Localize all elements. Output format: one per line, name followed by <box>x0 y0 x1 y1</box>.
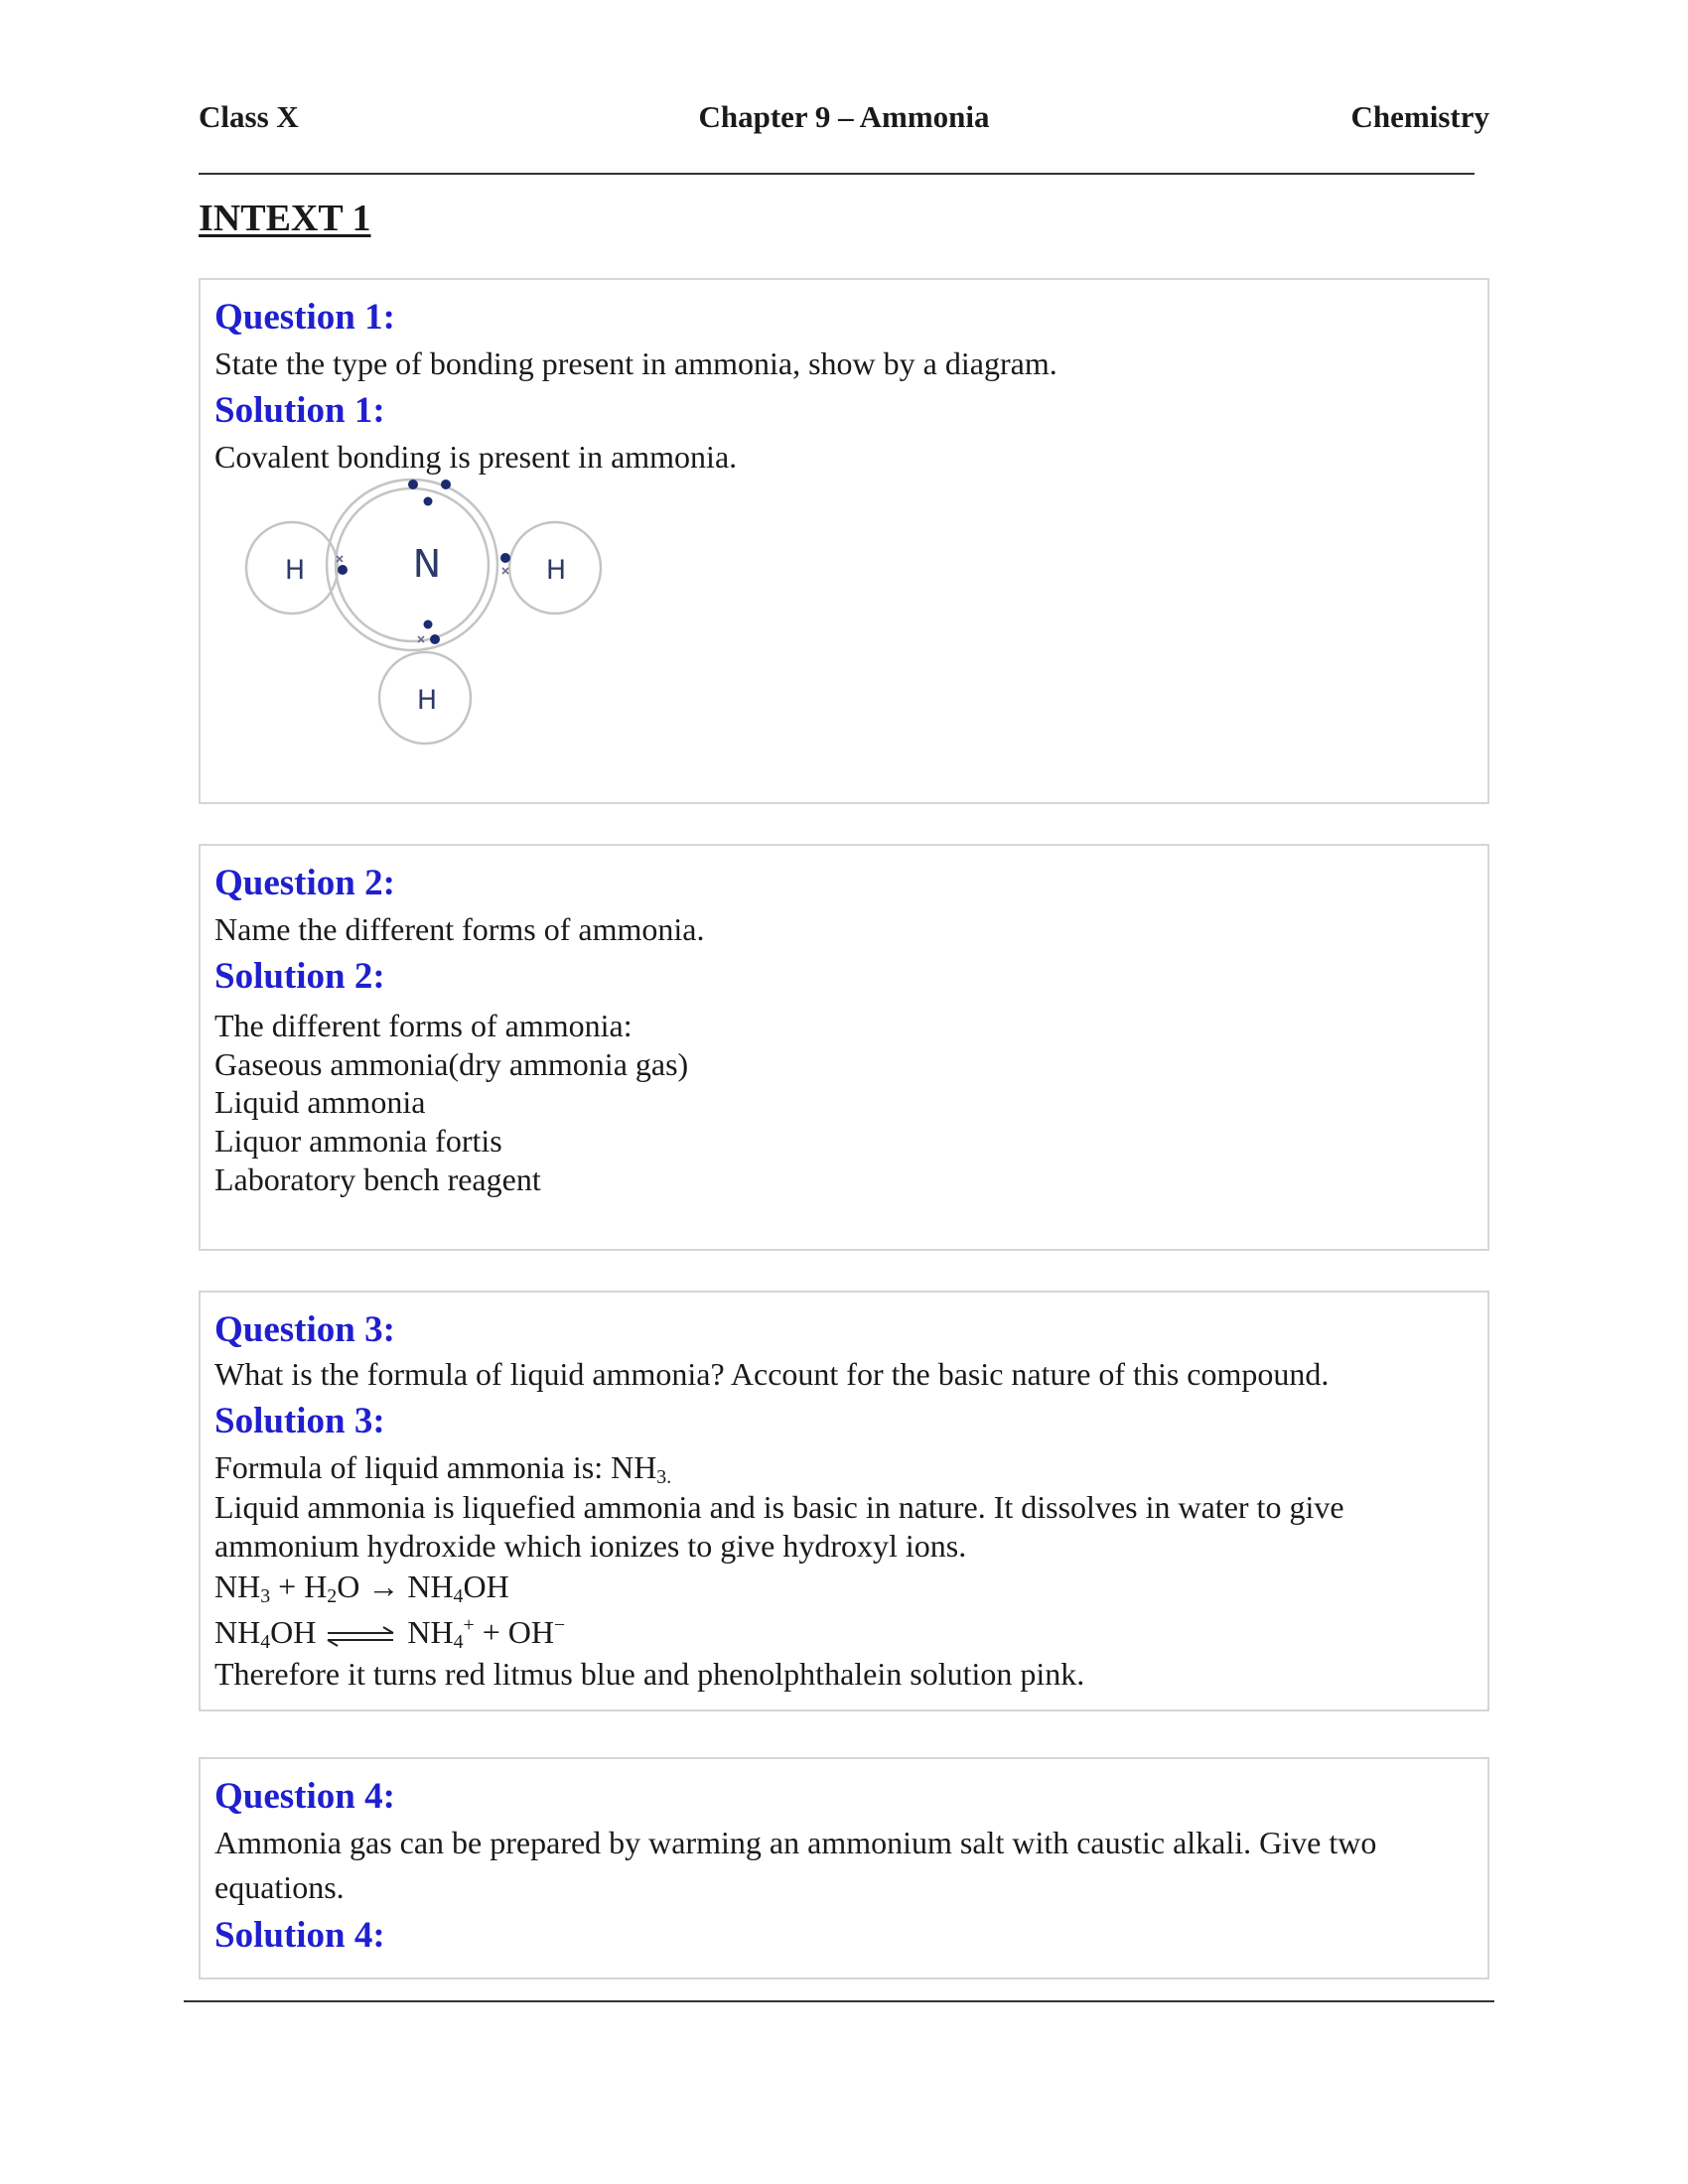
footer-rule <box>184 2000 1494 2002</box>
solution-line: Liquid ammonia <box>214 1084 426 1120</box>
lone-pair-electron <box>441 479 451 489</box>
question-text-line-2: equations. <box>214 1869 345 1905</box>
lone-pair-electron <box>408 479 418 489</box>
question-label: Question 4: <box>214 1776 395 1817</box>
question-box-2 <box>199 844 1489 1251</box>
question-box-1 <box>199 278 1489 804</box>
solution-label: Solution 1: <box>214 390 385 431</box>
equilibrium-arrow-icon <box>322 1625 401 1647</box>
solution-label: Solution 4: <box>214 1915 385 1956</box>
equation-2: $NH_4OH$ $NH_4^+ + OH^-$ <box>214 1614 566 1653</box>
solution-line: Liquor ammonia fortis <box>214 1123 502 1159</box>
hydrogen-symbol-right: H <box>545 555 567 586</box>
shared-electron-bottom <box>430 634 440 644</box>
shared-electron-left <box>338 565 348 575</box>
header-subject: Chemistry <box>1350 99 1489 134</box>
header-class: Class X <box>199 99 299 134</box>
nitrogen-symbol: N <box>412 542 442 586</box>
solution-label: Solution 2: <box>214 956 385 997</box>
solution-line: Gaseous ammonia(dry ammonia gas) <box>214 1046 689 1082</box>
hydrogen-symbol-left: H <box>284 555 306 586</box>
question-label: Question 3: <box>214 1309 395 1350</box>
nitrogen-electron <box>424 620 433 629</box>
nitrogen-electron <box>424 497 433 506</box>
section-title: INTEXT 1 <box>199 198 371 239</box>
header-rule <box>199 173 1475 175</box>
question-text: What is the formula of liquid ammonia? Account for the basic nature of this compound. <box>214 1356 1330 1392</box>
solution-label: Solution 3: <box>214 1401 385 1441</box>
page-header <box>199 99 1489 149</box>
hydrogen-symbol-bottom: H <box>416 685 438 716</box>
question-box-3 <box>199 1291 1489 1711</box>
solution-line: Laboratory bench reagent <box>214 1161 541 1197</box>
shared-electron-right <box>500 553 510 563</box>
ammonia-electron-dot-diagram <box>242 477 620 764</box>
question-box-4 <box>199 1757 1489 1979</box>
header-chapter: Chapter 9 – Ammonia <box>698 99 990 134</box>
explanation-line-1: Liquid ammonia is liquefied ammonia and is basic in nature. It dissolves in water to give <box>214 1489 1344 1525</box>
solution-line: The different forms of ammonia: <box>214 1008 633 1043</box>
question-label: Question 1: <box>214 297 395 338</box>
question-text: State the type of bonding present in ammonia, show by a diagram. <box>214 345 1057 381</box>
conclusion-text: Therefore it turns red litmus blue and phenolphthalein solution pink. <box>214 1656 1085 1692</box>
solution-text: Covalent bonding is present in ammonia. <box>214 439 738 475</box>
question-text-line-1: Ammonia gas can be prepared by warming an ammonium salt with caustic alkali. Give two <box>214 1825 1377 1860</box>
question-text: Name the different forms of ammonia. <box>214 911 705 947</box>
question-label: Question 2: <box>214 863 395 903</box>
formula-line: Formula of liquid ammonia is: $NH_{3.}$ <box>214 1449 672 1488</box>
equation-1: $NH_3 + H_2O \to NH_4OH$ <box>214 1569 509 1607</box>
explanation-line-2: ammonium hydroxide which ionizes to give hydroxyl ions. <box>214 1528 967 1564</box>
